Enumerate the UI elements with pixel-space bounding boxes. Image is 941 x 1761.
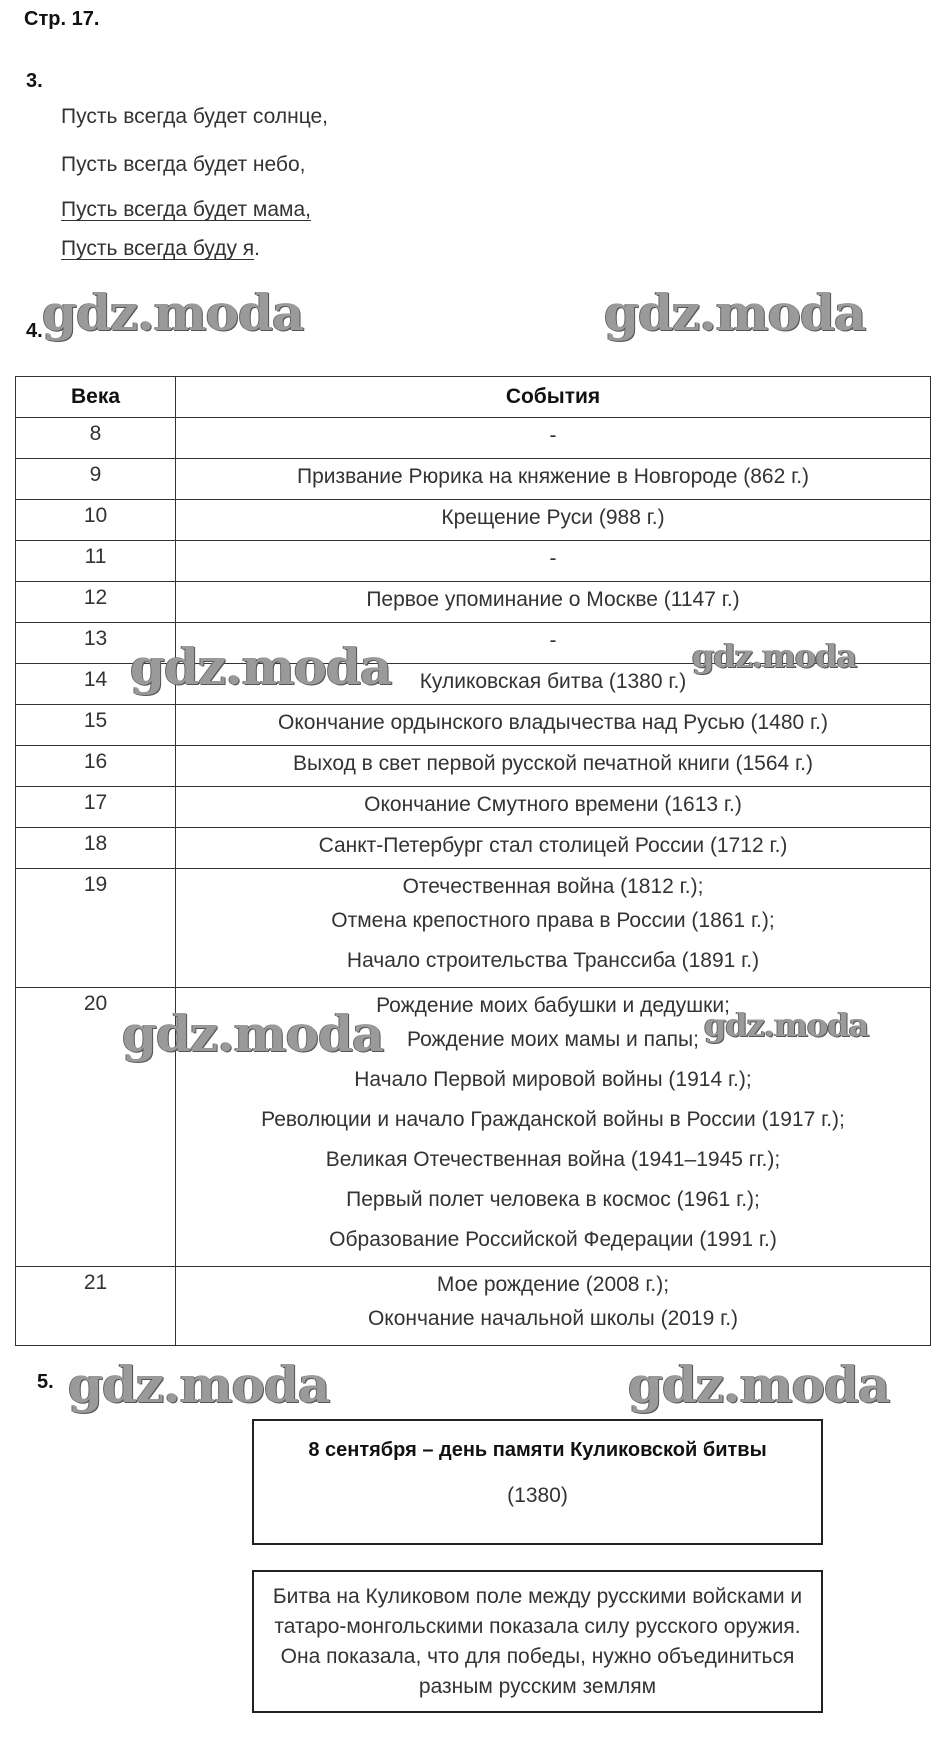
events-cell: [176, 746, 931, 787]
event-line: Начало строительства Транссиба (1891 г.): [346, 949, 760, 972]
table-row: [16, 664, 931, 705]
poem-line-3-text: Пусть всегда будет мама,: [61, 198, 311, 221]
event-line: Революции и начало Гражданской войны в России (1917 г.);: [261, 1108, 845, 1131]
event-line: -: [549, 424, 557, 447]
event-line: Окончание ордынского владычества над Русью (1480 г.): [278, 711, 828, 734]
watermark-logo: gdz.moda: [692, 637, 857, 675]
watermark-logo: gdz.moda: [122, 1004, 384, 1063]
watermark-logo: gdz.moda: [604, 283, 866, 342]
poem-line-4: [61, 237, 260, 261]
header-centuries: Века: [16, 377, 176, 418]
table-row: [16, 623, 931, 664]
century-cell: 17: [16, 787, 176, 828]
event-line: Рождение моих бабушки и дедушки;: [376, 994, 730, 1017]
events-cell: [176, 705, 931, 746]
watermark-logo: gdz.moda: [42, 283, 304, 342]
event-line: Отмена крепостного права в России (1861 г.);: [331, 909, 775, 932]
table-row: [16, 746, 931, 787]
century-cell: 8: [16, 418, 176, 459]
century-cell: 12: [16, 582, 176, 623]
poem-line-4-punct: .: [254, 237, 261, 260]
century-cell: 16: [16, 746, 176, 787]
battle-summary-box: [252, 1570, 823, 1713]
table-row: [16, 988, 931, 1267]
event-line: Санкт-Петербург стал столицей России (1712 г.): [318, 834, 788, 857]
table-row: [16, 582, 931, 623]
event-line: Крещение Руси (988 г.): [441, 506, 665, 529]
poem-line-1: Пусть всегда будет солнце,: [61, 105, 329, 128]
watermark-logo: gdz.moda: [628, 1355, 890, 1414]
event-line: Образование Российской Федерации (1991 г.): [329, 1228, 777, 1251]
memorial-day-box: [252, 1419, 823, 1545]
table-row: [16, 787, 931, 828]
header-events: События: [176, 377, 931, 418]
table-row: [16, 1267, 931, 1346]
events-cell: [176, 418, 931, 459]
memorial-day-title: 8 сентября – день памяти Куликовской битвы: [308, 1439, 767, 1461]
poem-line-3: [61, 198, 311, 222]
table-row: [16, 500, 931, 541]
event-line: Выход в свет первой русской печатной книги (1564 г.): [293, 752, 813, 775]
table-row: [16, 869, 931, 988]
event-line: Великая Отечественная война (1941–1945 гг.);: [325, 1148, 781, 1171]
table-row: [16, 459, 931, 500]
event-line: Куликовская битва (1380 г.): [419, 670, 687, 693]
event-line: Рождение моих мамы и папы;: [407, 1028, 699, 1051]
event-line: Первое упоминание о Москве (1147 г.): [366, 588, 740, 611]
poem-line-4-text: Пусть всегда буду я: [61, 237, 255, 260]
events-cell: [176, 541, 931, 582]
event-line: Мое рождение (2008 г.);: [436, 1273, 670, 1296]
event-line: -: [549, 547, 557, 570]
table-row: [16, 828, 931, 869]
page-title: Стр. 17.: [24, 8, 100, 30]
events-cell: [176, 828, 931, 869]
century-cell: 9: [16, 459, 176, 500]
event-line: Призвание Рюрика на княжение в Новгороде (862 г.): [296, 465, 810, 488]
events-cell: [176, 988, 931, 1267]
events-cell: [176, 1267, 931, 1346]
events-cell: [176, 664, 931, 705]
memorial-day-year: (1380): [507, 1484, 568, 1507]
event-line: Окончание Смутного времени (1613 г.): [364, 793, 742, 816]
events-cell: [176, 582, 931, 623]
events-cell: [176, 787, 931, 828]
event-line: Начало Первой мировой войны (1914 г.);: [354, 1068, 752, 1091]
century-cell: 20: [16, 988, 176, 1267]
table-header-row: [16, 377, 931, 418]
events-cell: [176, 500, 931, 541]
table-row: [16, 705, 931, 746]
table-row: [16, 541, 931, 582]
century-cell: 11: [16, 541, 176, 582]
events-table: [15, 376, 931, 1346]
event-line: Окончание начальной школы (2019 г.): [367, 1307, 739, 1330]
century-cell: 10: [16, 500, 176, 541]
event-line: -: [549, 629, 557, 652]
century-cell: 13: [16, 623, 176, 664]
event-line: Первый полет человека в космос (1961 г.);: [346, 1188, 760, 1211]
battle-summary-text: Битва на Куликовом поле между русскими войсками и татаро-монгольскими показала силу русского оружия. Она показала, что для победы, нужно объединиться разным русским землям: [272, 1585, 803, 1698]
events-cell: [176, 869, 931, 988]
table-row: [16, 418, 931, 459]
events-cell: [176, 623, 931, 664]
task-5-number: 5.: [37, 1371, 54, 1393]
century-cell: 14: [16, 664, 176, 705]
task-3-number: 3.: [26, 70, 43, 92]
century-cell: 21: [16, 1267, 176, 1346]
century-cell: 18: [16, 828, 176, 869]
table-body: [16, 418, 931, 1346]
century-cell: 19: [16, 869, 176, 988]
poem-line-2: Пусть всегда будет небо,: [61, 153, 306, 176]
event-line: Отечественная война (1812 г.);: [402, 875, 704, 898]
events-cell: [176, 459, 931, 500]
watermark-logo: gdz.moda: [68, 1355, 330, 1414]
century-cell: 15: [16, 705, 176, 746]
task-4-number: 4.: [26, 320, 43, 342]
watermark-logo: gdz.moda: [704, 1006, 869, 1044]
watermark-logo: gdz.moda: [130, 637, 392, 696]
